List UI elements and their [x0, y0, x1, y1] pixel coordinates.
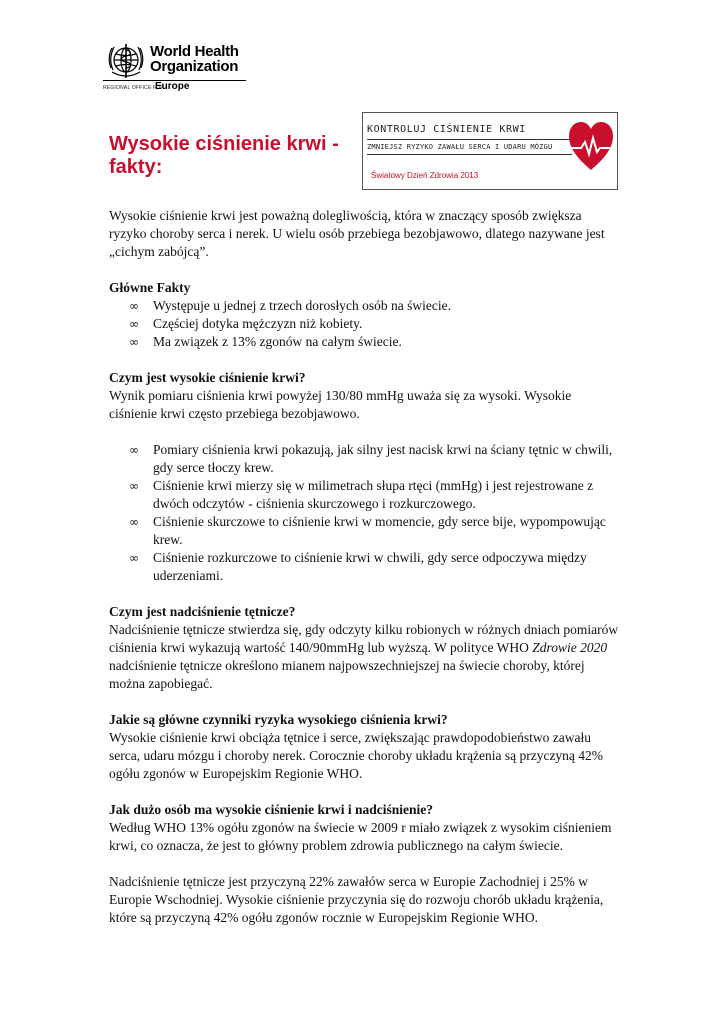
who-logo [103, 38, 253, 98]
section-paragraph: Wysokie ciśnienie krwi obciąża tętnice i serce, zwiększając prawdopodobieństwo zawału serca, udaru mózgu i choroby nerek. Corocznie choroby układu krążenia są przyczyną 42% ogółu zgonów w Europejskim Regionie WHO. [109, 730, 604, 781]
section-heading: Jak dużo osób ma wysokie ciśnienie krwi i nadciśnienie? [109, 802, 434, 817]
banner-campaign-date: Światowy Dzień Zdrowia 2013 [371, 171, 479, 180]
blood-pressure-facts-list [109, 441, 619, 585]
campaign-banner [362, 112, 618, 190]
list-item: ∞ Ma związek z 13% zgonów na całym świecie. [129, 334, 402, 349]
list-item: ∞ Pomiary ciśnienia krwi pokazują, jak silny jest nacisk krwi na ściany tętnic w chwili, gdy serce tłoczy krew. [129, 442, 613, 475]
section-heading: Jakie są główne czynniki ryzyka wysokiego ciśnienia krwi? [109, 712, 448, 727]
bullet-icon: ∞ [129, 317, 139, 331]
intro-paragraph: Wysokie ciśnienie krwi jest poważną dolegliwością, która w znaczący sposób zwiększa ryzyko choroby serca i nerek. U wielu osób przebiega bezobjawowo, dlatego nazywane jest „cichym zabójcą”. [109, 208, 605, 259]
org-name-line2: Organization [150, 58, 239, 75]
list-item: ∞ Częściej dotyka mężczyzn niż kobiety. [129, 316, 363, 331]
list-item: ∞ Ciśnienie rozkurczowe to ciśnienie krwi w chwili, gdy serce odpoczywa między uderzeniami. [129, 550, 587, 583]
policy-name: Zdrowie 2020 [532, 640, 608, 655]
list-item: ∞ Ciśnienie skurczowe to ciśnienie krwi w momencie, gdy serce bije, wypompowując krew. [129, 514, 606, 547]
list-item: ∞ Występuje u jednej z trzech dorosłych osób na świecie. [129, 298, 451, 313]
region-name: Europe [155, 81, 190, 92]
page-title: Wysokie ciśnienie krwi - fakty: [109, 133, 339, 178]
key-facts-list [109, 297, 619, 351]
bullet-icon: ∞ [129, 443, 139, 457]
document-body [109, 207, 619, 927]
list-item: ∞ Ciśnienie krwi mierzy się w milimetrach słupa rtęci (mmHg) i jest rejestrowane z dwóch odczytów - ciśnienia skurczowego i rozkurczowego. [129, 478, 594, 511]
heart-icon [567, 118, 615, 174]
key-facts-heading: Główne Fakty [109, 280, 191, 295]
region-office-label: REGIONAL OFFICE FOR [103, 85, 165, 91]
section-paragraph: Wynik pomiaru ciśnienia krwi powyżej 130/80 mmHg uważa się za wysoki. Wysokie ciśnienie krwi często przebiega bezobjawowo. [109, 388, 572, 421]
section-heading: Czym jest nadciśnienie tętnicze? [109, 604, 296, 619]
banner-rule [367, 154, 572, 155]
bullet-icon: ∞ [129, 551, 139, 565]
section-paragraph: Nadciśnienie tętnicze jest przyczyną 22% zawałów serca w Europie Zachodniej i 25% w Europie Wschodniej. Wysokie ciśnienie przyczynia się do rozwoju chorób układu krążenia, które są przyczyną 42% ogółu zgonów rocznie w Europejskim Regionie WHO. [109, 874, 604, 925]
banner-subline: ZMNIEJSZ RYZYKO ZAWAŁU SERCA I UDARU MÓZGU [367, 143, 553, 151]
banner-rule [367, 139, 572, 140]
section-paragraph: Według WHO 13% ogółu zgonów na świecie w 2009 r miało związek z wysokim ciśnieniem krwi, co oznacza, że jest to główny problem zdrowia publicznego na całym świecie. [109, 820, 612, 853]
bullet-icon: ∞ [129, 479, 139, 493]
bullet-icon: ∞ [129, 299, 139, 313]
bullet-icon: ∞ [129, 335, 139, 349]
org-name-line1: World Health [150, 43, 239, 60]
un-emblem-icon [103, 38, 149, 84]
section-heading: Czym jest wysokie ciśnienie krwi? [109, 370, 306, 385]
bullet-icon: ∞ [129, 515, 139, 529]
banner-headline: KONTROLUJ CIŚNIENIE KRWI [367, 124, 526, 135]
section-paragraph: Nadciśnienie tętnicze stwierdza się, gdy odczyty kilku robionych w różnych dniach pomiarów ciśnienia krwi wykazują wartość 140/90mmHg lub wyższą. W polityce WHO Zdrowie 2020 nadciśnienie tętnicze określono mianem najpowszechniejszej na świecie choroby, której można zapobiegać. [109, 622, 619, 691]
